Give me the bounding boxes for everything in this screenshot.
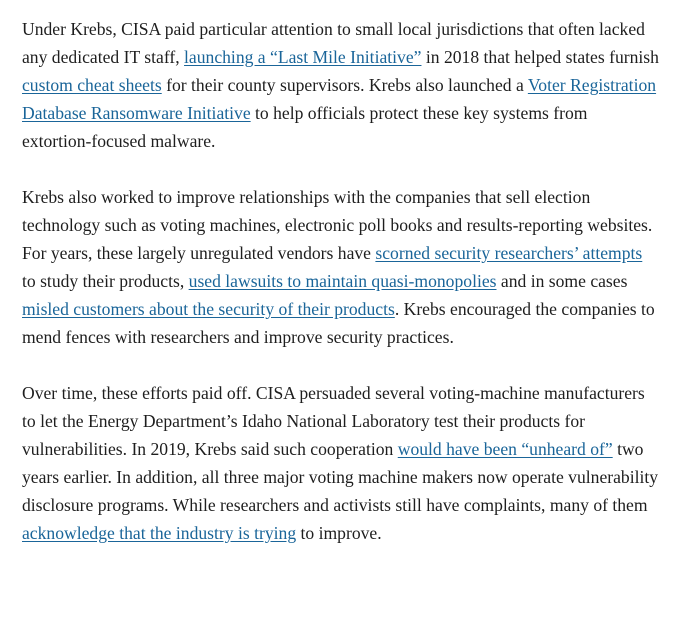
paragraph-text: to help officials protect these key systems from extortion-focused malware. (22, 103, 588, 151)
paragraph-text: two years earlier. In addition, all three major voting machine makers now operate vulnerability disclosure programs. While researchers and activists still have complaints, many of them (22, 439, 659, 515)
paragraph-1 (22, 15, 659, 155)
link-scorned-researchers[interactable]: scorned security researchers’ attempts (375, 243, 643, 263)
paragraph-text: . Krebs encouraged the companies to mend fences with researchers and improve security practices. (22, 299, 655, 347)
paragraph-text: and in some cases (496, 271, 628, 291)
paragraph-text: Under Krebs, CISA paid particular attention to small local jurisdictions that often lacked any dedicated IT staff, (22, 19, 645, 67)
paragraph-2 (22, 183, 659, 351)
link-voter-registration-ransomware-initiative[interactable]: Voter Registration Database Ransomware Initiative (22, 75, 657, 123)
paragraph-3 (22, 379, 659, 547)
link-last-mile-initiative[interactable]: launching a “Last Mile Initiative” (184, 47, 422, 67)
paragraph-text: in 2018 that helped states furnish (421, 47, 659, 67)
paragraph-text: Krebs also worked to improve relationships with the companies that sell election technology such as voting machines, electronic poll books and results-reporting websites. For years, these largely unregulated vendors have (22, 187, 653, 263)
link-misled-customers[interactable]: misled customers about the security of their products (22, 299, 395, 319)
link-unheard-of[interactable]: would have been “unheard of” (397, 439, 613, 459)
paragraph-text: to study their products, (22, 271, 189, 291)
paragraph-text: to improve. (296, 523, 382, 543)
link-industry-is-trying[interactable]: acknowledge that the industry is trying (22, 523, 297, 543)
link-lawsuits-quasi-monopolies[interactable]: used lawsuits to maintain quasi-monopolies (188, 271, 497, 291)
link-custom-cheat-sheets[interactable]: custom cheat sheets (22, 75, 162, 95)
paragraph-text: Over time, these efforts paid off. CISA persuaded several voting-machine manufacturers to let the Energy Department’s Idaho National Laboratory test their products for vulnerabilities. In 2019, Krebs said such cooperation (22, 383, 645, 459)
paragraph-text: for their county supervisors. Krebs also launched a (161, 75, 528, 95)
